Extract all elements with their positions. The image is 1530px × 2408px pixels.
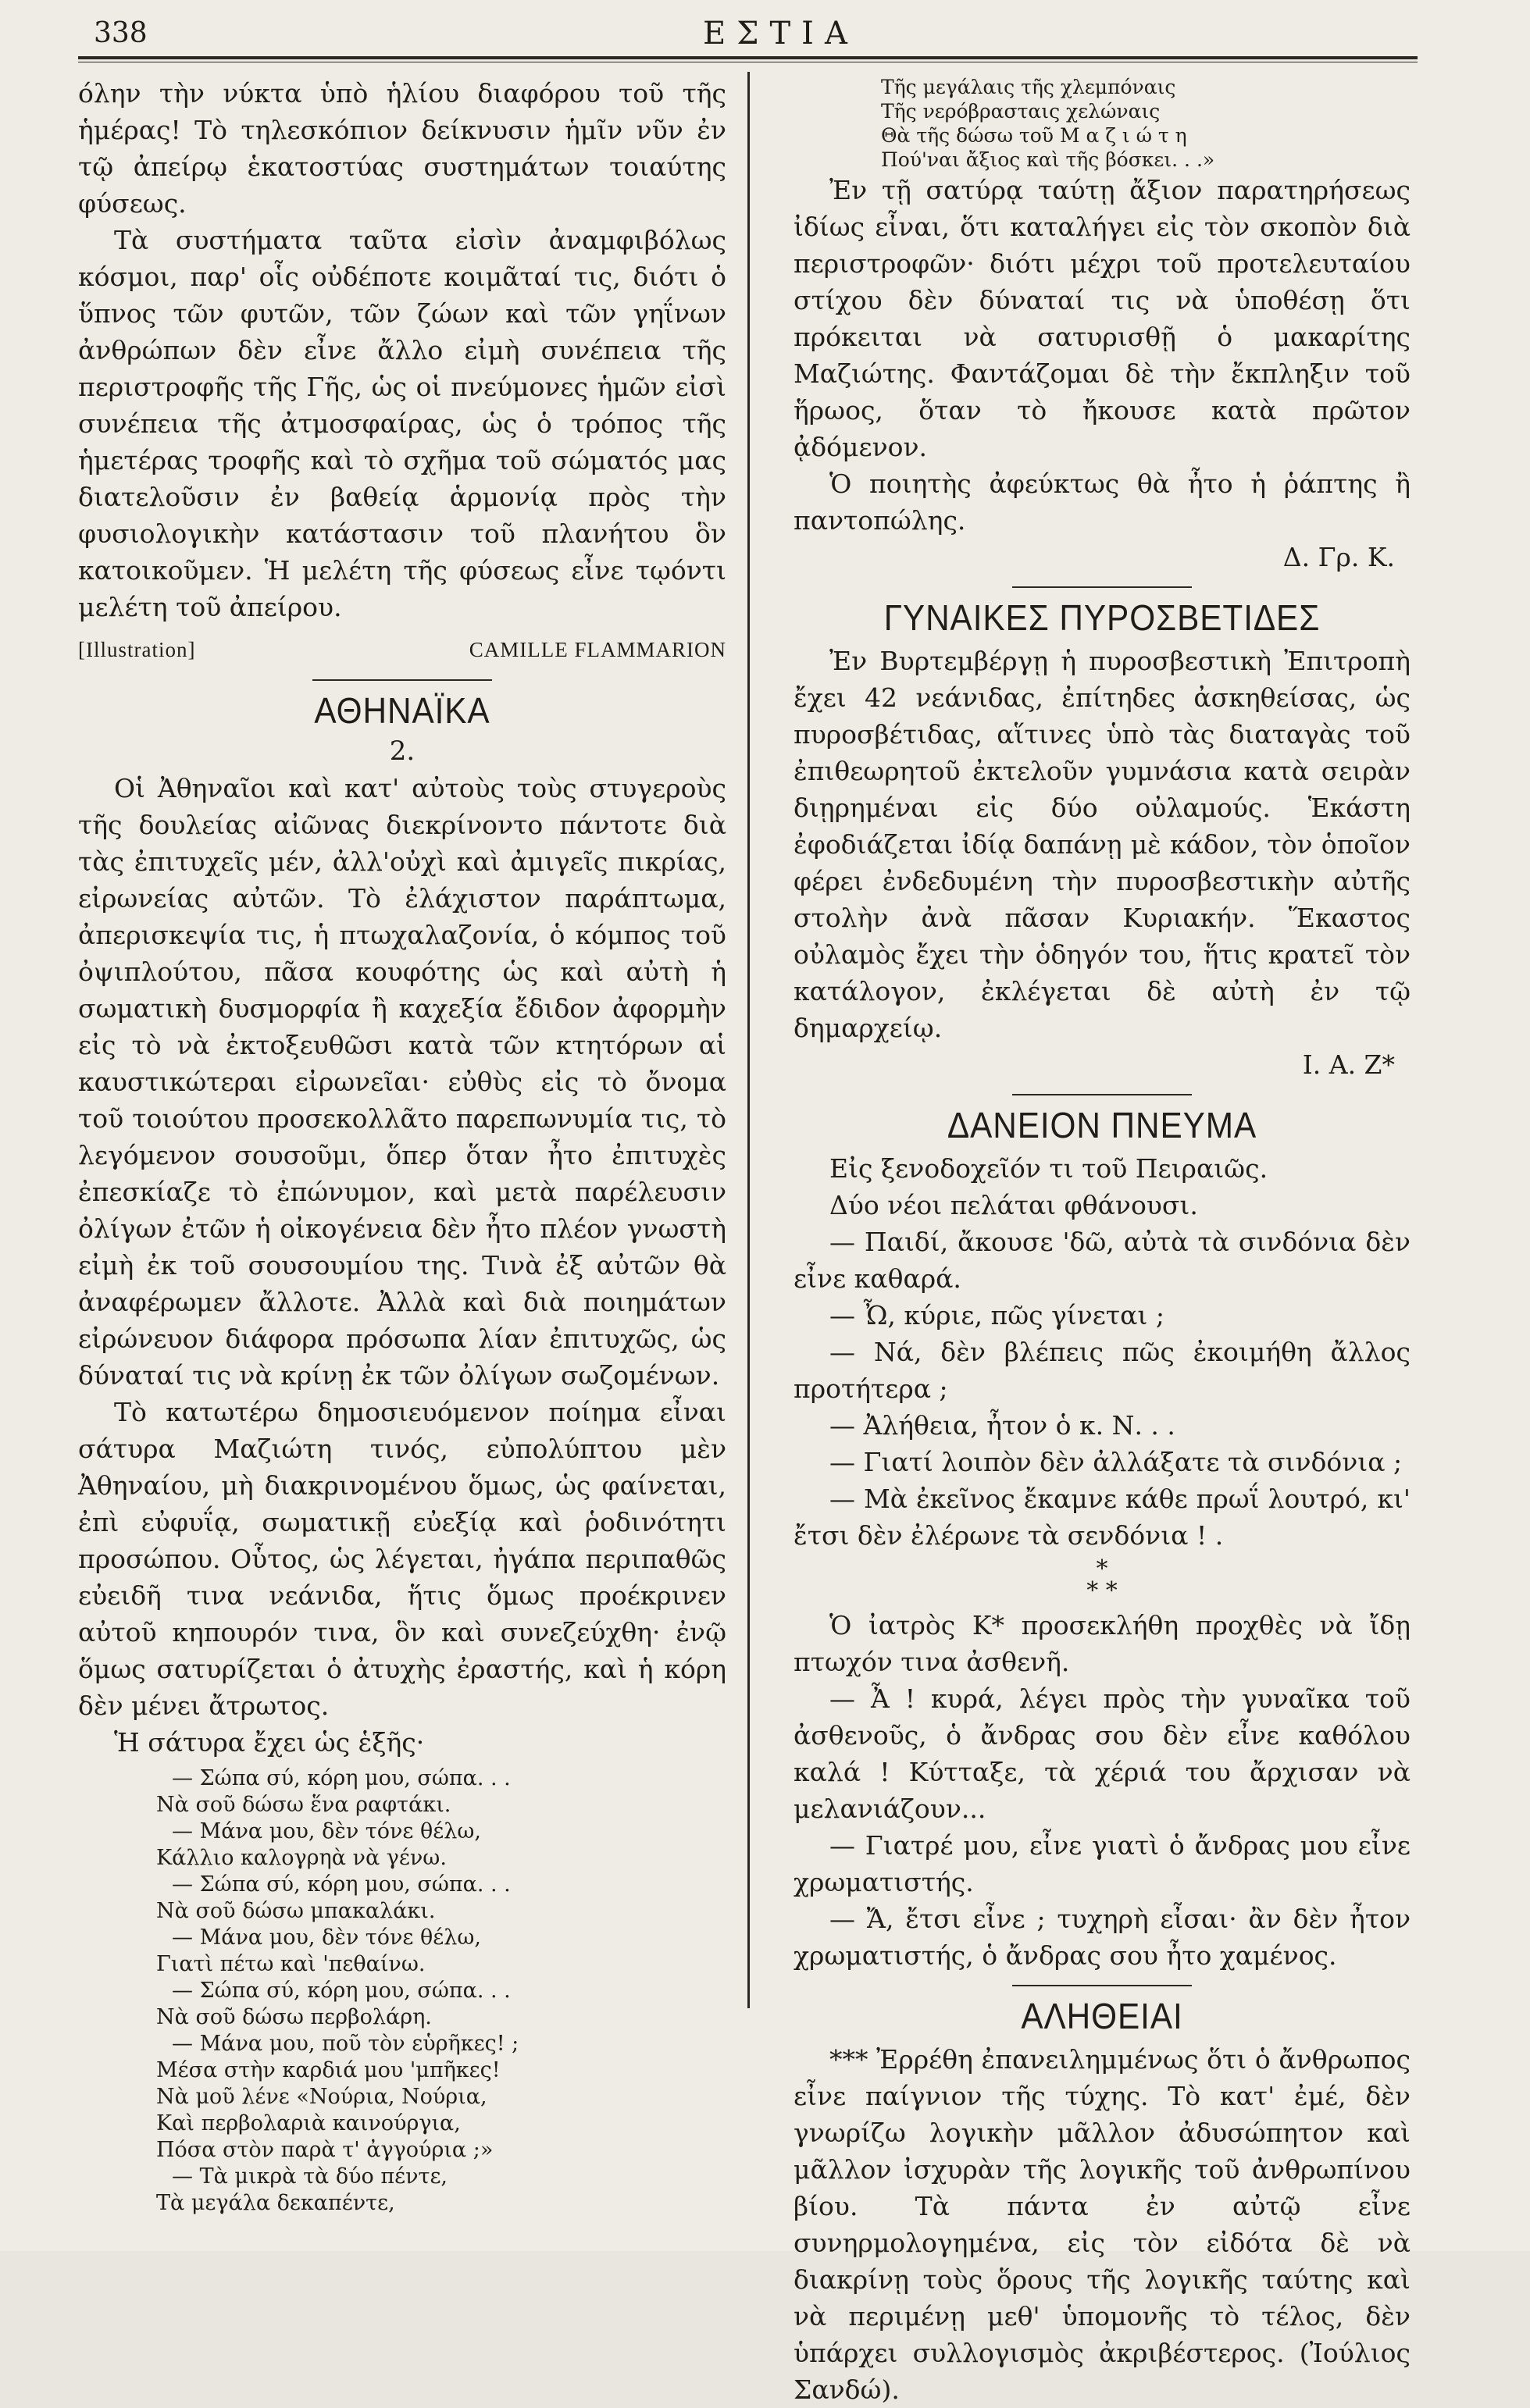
paragraph: Δύο νέοι πελάται φθάνουσι. (829, 1190, 1198, 1220)
poem-line: — Τὰ μικρὰ τὰ δύο πέντε, (172, 2164, 448, 2189)
article-credit (78, 632, 726, 668)
poem-line: Τὰ μεγάλα δεκαπέντε, (156, 2191, 395, 2215)
paragraph: Τὸ κατωτέρω δημοσιευόμενον ποίημα εἶναι σάτυρα Μαζιώτη τινός, εὐπολύπτου μὲν Ἀθηναίου, μὴ διακρινομένου ὅμως, ὡς φαίνεται, ἐπὶ εὐφυΐᾳ, σωματικῇ εὐεξίᾳ καὶ ῥοδινότητι προσώπου. Οὗτος, ὡς λέγεται, ἠγάπα περιπαθῶς εὐειδῆ τινα νεάνιδα, ἥτις ὅμως προέκρινεν αὐτοῦ κηπουρόν τινα, ὃν καὶ συνεζεύχθη· ἐνῷ ὅμως σατυρίζεται ὁ ἀτυχὴς ἐραστής, καὶ ἡ κόρη δὲν μένει ἄτρωτος. (78, 1397, 726, 1721)
section-title: ΓΥΝΑΙΚΕΣ ΠΥΡΟΣΒΕΤΙΔΕΣ (883, 597, 1321, 638)
paragraph: *** Ἐρρέθη ἐπανειλημμένως ὅτι ὁ ἄνθρωπος εἶνε παίγνιον τῆς τύχης. Τὸ κατ' ἐμέ, δὲν γνωρίζω λογικὴν μᾶλλον ἀδυσώπητον καὶ μᾶλλον ἰσχυρὰν τῆς λογικῆς τοῦ ἀνθρωπίνου βίου. Τὰ πάντα ἐν αὐτῷ εἶνε συνηρμολογημένα, εἰς τὸν εἰδότα δὲ νὰ διακρίνῃ τοὺς ὅρους τῆς λογικῆς ταύτης καὶ νὰ περιμένῃ μεθ' ὑπομονῆς τὸ τέλος, δὲν ὑπάρχει συλλογισμὸς ἀκριβέστερος. (Ἰούλιος Σανδώ). (794, 2044, 1411, 2405)
poem-line: Μέσα στὴν καρδιά μου 'μπῆκες! (156, 2058, 501, 2082)
asterism-top: * (1096, 1555, 1108, 1583)
author-name: CAMILLE FLAMMARION (469, 638, 726, 661)
poem-line: Καὶ περβολαριὰ καινούργια, (156, 2111, 461, 2135)
journal-title: ΕΣΤΙΑ (703, 16, 858, 52)
paragraph: Ὁ ποιητὴς ἀφεύκτως θὰ ἦτο ἡ ῥάπτης ἢ παντοπώλης. (794, 468, 1411, 536)
dialog-line: — Γιατρέ μου, εἶνε γιατὶ ὁ ἄνδρας μου εἶνε χρωματιστής. (794, 1830, 1411, 1897)
poem-line: Θὰ τῆς δώσω τοῦ Μ α ζ ι ώ τ η (881, 124, 1187, 147)
verse-continuation (794, 75, 1411, 172)
section-rule (312, 679, 492, 681)
column-divider (747, 72, 750, 2008)
poem-line: Τῆς νερόβρασταις χελώναις (881, 100, 1161, 123)
dialog-line: — Μὰ ἐκεῖνος ἔκαμνε κάθε πρωΐ λουτρό, κι' ἔτσι δὲν ἐλέρωνε τὰ σενδόνια ! . (794, 1484, 1411, 1551)
poem-line: Νὰ μοῦ λένε «Νούρια, Νούρια, (156, 2085, 487, 2109)
section-title: ΑΛΗΘΕΙΑΙ (1021, 1996, 1183, 2036)
paragraph: Οἱ Ἀθηναῖοι καὶ κατ' αὐτοὺς τοὺς στυγεροὺς τῆς δουλείας αἰῶνας διεκρίνοντο πάντοτε διὰ τὰς ἐπιτυχεῖς μέν, ἀλλ'οὐχὶ καὶ ἀμιγεῖς πικρίας, εἰρωνείας αὐτῶν. Τὸ ἐλάχιστον παράπτωμα, ἀπερισκεψία τις, ἡ πτωχαλαζονία, ὁ κόμπος τοῦ ὀψιπλούτου, πᾶσα κουφότης ὡς καὶ αὐτὴ ἡ σωματικὴ δυσμορφία ἢ καχεξία ἔδιδον ἀφορμὴν εἰς τὸ νὰ ἐκτοξευθῶσι κατὰ τῶν κτητόρων αἱ καυστικώτεραι εἰρωνεῖαι· εὐθὺς εἰς τὸ ὄνομα τοῦ τοιούτου προσεκολλᾶτο παρεπωνυμία τις, τὸ λεγόμενον σουσοῦμι, ὅπερ ὅταν ἦτο ἐπιτυχὲς ἐπεσκίαζε τὸ ἐπώνυμον, καὶ μετὰ παρέλευσιν ὀλίγων ἐτῶν ἡ οἰκογένεια δὲν ἦτο πλέον γνωστὴ εἰμὴ ἐκ τοῦ σουσουμίου της. Τινὰ ἐξ αὐτῶν θὰ ἀναφέρωμεν ἄλλοτε. Ἀλλὰ καὶ διὰ ποιημάτων εἰρώνευον διάφορα πρόσωπα λίαν ἐπιτυχῶς, ὡς δύναταί τις νὰ κρίνῃ ἐκ τῶν ὀλίγων σωζομένων. (78, 773, 726, 1391)
paragraph: Ἐν Βυρτεμβέργῃ ἡ πυροσβεστικὴ Ἐπιτροπὴ ἔχει 42 νεάνιδας, ἐπίτηδες ἀσκηθείσας, ὡς πυροσβέτιδας, αἵτινες ὑπὸ τὰς διαταγὰς τοῦ ἐπιθεωρητοῦ ἐκτελοῦν γυμνάσια κατὰ σειρὰν διῃρημέναι εἰς δύο οὐλαμούς. Ἑκάστη ἐφοδιάζεται ἰδίᾳ δαπάνῃ μὲ κάδον, τὸν ὁποῖον φέρει ἐνδεδυμένη τὴν πυροσβεστικὴν αὐτῆς στολὴν ἀνὰ πᾶσαν Κυριακήν. Ἕκαστος οὐλαμὸς ἔχει τὴν ὁδηγόν του, ἥτις κρατεῖ τὸν κατάλογον, ἐκλέγεται δὲ αὐτὴ ἐν τῷ δημαρχείῳ. (794, 646, 1411, 1043)
section-title: ΔΑΝΕΙΟΝ ΠΝΕΥΜΑ (947, 1105, 1257, 1145)
dialog-line: — Νά, δὲν βλέπεις πῶς ἐκοιμήθη ἄλλος προτήτερα ; (794, 1337, 1411, 1404)
dialog-line: — Ἄ, ἔτσι εἶνε ; τυχηρὴ εἶσαι· ἂν δὲν ἦτον χρωματιστής, ὁ ἄνδρας σου ἦτο χαμένος. (794, 1904, 1411, 1971)
section-rule (1012, 586, 1192, 588)
page-number: 338 (94, 17, 148, 49)
poem-line: Πόσα στὸν παρὰ τ' ἀγγούρια ;» (156, 2138, 494, 2162)
section-title: ΑΘΗΝΑΪΚΑ (314, 690, 490, 731)
signature: I. A. Z* (1302, 1049, 1395, 1080)
dialog-line: — Παιδί, ἄκουσε 'δῶ, αὐτὰ τὰ σινδόνια δὲν εἶνε καθαρά. (794, 1227, 1411, 1294)
header-rule (78, 56, 1418, 62)
paragraph: όλην τὴν νύκτα ὑπὸ ἡλίου διαφόρου τοῦ τῆς ἡμέρας! Τὸ τηλεσκόπιον δείκνυσιν ἡμῖν νῦν ἐν τῷ ἀπείρῳ ἑκατοστύας συστημάτων τοιαύτης φύσεως. (78, 78, 726, 219)
dialog-line: — Γιατί λοιπὸν δὲν ἀλλάξατε τὰ σινδόνια ; (829, 1447, 1403, 1477)
paragraph: Ἡ σάτυρα ἔχει ὡς ἑξῆς· (114, 1727, 425, 1758)
section-rule (1012, 1094, 1192, 1095)
poem-line: — Σώπα σύ, κόρη μου, σώπα. . . (172, 1979, 511, 2003)
section-number: 2. (389, 736, 415, 767)
dialog-line: — Ὦ, κύριε, πῶς γίνεται ; (829, 1300, 1164, 1330)
dialog-line: — Ἆ ! κυρά, λέγει πρὸς τὴν γυναῖκα τοῦ ἀσθενοῦς, ὁ ἄνδρας σου δὲν εἶνε καθόλου καλά ! Κύτταξε, τὰ χέριά του ἄρχισαν νὰ μελανιάζουν... (794, 1683, 1411, 1824)
poem-line: Γιατὶ πέτω καὶ 'πεθαίνω. (156, 1952, 426, 1976)
section-rule (1012, 1985, 1192, 1986)
asterism (794, 1555, 1411, 1605)
page-header (78, 11, 1418, 50)
paragraph: Εἰς ξενοδοχεῖόν τι τοῦ Πειραιῶς. (829, 1153, 1268, 1184)
paragraph: Ὁ ἰατρὸς Κ* προσεκλήθη προχθὲς νὰ ἴδῃ πτωχόν τινα ἀσθενῆ. (794, 1610, 1411, 1677)
illustration-note: [Illustration] (78, 638, 196, 661)
poem-line: Κάλλιο καλογρηὰ νὰ γένω. (156, 1846, 447, 1870)
signature: Δ. Γρ. Κ. (1282, 542, 1395, 572)
poem-line: — Μάνα μου, δὲν τόνε θέλω, (172, 1925, 481, 1950)
poem-line: — Σώπα σύ, κόρη μου, σώπα. . . (172, 1872, 511, 1897)
paragraph: Τὰ συστήματα ταῦτα εἰσὶν ἀναμφιβόλως κόσμοι, παρ' οἷς οὐδέποτε κοιμᾶταί τις, διότι ὁ ὕπνος τῶν φυτῶν, τῶν ζώων καὶ τῶν γηΐνων ἀνθρώπων δὲν εἶνε ἄλλο εἰμὴ συνέπεια τῆς περιστροφῆς τῆς Γῆς, ὡς οἱ πνεύμονες ἡμῶν εἰσὶ συνέπεια τῆς ἀτμοσφαίρας, ὡς ὁ τρόπος τῆς ἡμετέρας τροφῆς καὶ τὸ σχῆμα τοῦ σώματός μας διατελοῦσιν ἐν βαθείᾳ ἁρμονίᾳ πρὸς τὴν φυσιολογικὴν κατάστασιν τοῦ πλανήτου ὃν κατοικοῦμεν. Ἡ μελέτη τῆς φύσεως εἶνε τῳόντι μελέτη τοῦ ἀπείρου. (78, 225, 726, 622)
poem-line: Νὰ σοῦ δώσω ἕνα ραφτάκι. (156, 1793, 451, 1817)
paragraph: Ἐν τῇ σατύρᾳ ταύτῃ ἄξιον παρατηρήσεως ἰδίως εἶναι, ὅτι καταλήγει εἰς τὸν σκοπὸν διὰ περιστροφῶν· διότι μέχρι τοῦ προτελευταίου στίχου δὲν δύναταί τις νὰ ὑποθέσῃ ὅτι πρόκειται νὰ σατυρισθῇ ὁ μακαρίτης Μαζιώτης. Φαντάζομαι δὲ τὴν ἔκπληξιν τοῦ ἥρωος, ὅταν τὸ ἤκουσε κατὰ πρῶτον ᾀδόμενον. (794, 175, 1411, 462)
right-column (794, 75, 1411, 2408)
poem-line: Νὰ σοῦ δώσω περβολάρη. (156, 2005, 432, 2029)
dialog-line: — Ἀλήθεια, ἦτον ὁ κ. Ν. . . (829, 1410, 1175, 1441)
asterism-bottom: * * (1086, 1577, 1118, 1605)
poem-line: Τῆς μεγάλαις τῆς χλεμπόναις (881, 76, 1176, 98)
poem-line: — Μάνα μου, δὲν τόνε θέλω, (172, 1819, 481, 1843)
poem-line: — Μάνα μου, ποῦ τὸν εὑρῆκες! ; (172, 2032, 519, 2056)
poem-line: Νὰ σοῦ δώσω μπακαλάκι. (156, 1899, 436, 1923)
poem-line: — Σώπα σύ, κόρη μου, σώπα. . . (172, 1766, 511, 1790)
satire-poem (78, 1765, 726, 2217)
poem-line: Πού'ναι ἄξιος καὶ τῆς βόσκει. . .» (881, 148, 1215, 171)
left-column (78, 75, 726, 2217)
